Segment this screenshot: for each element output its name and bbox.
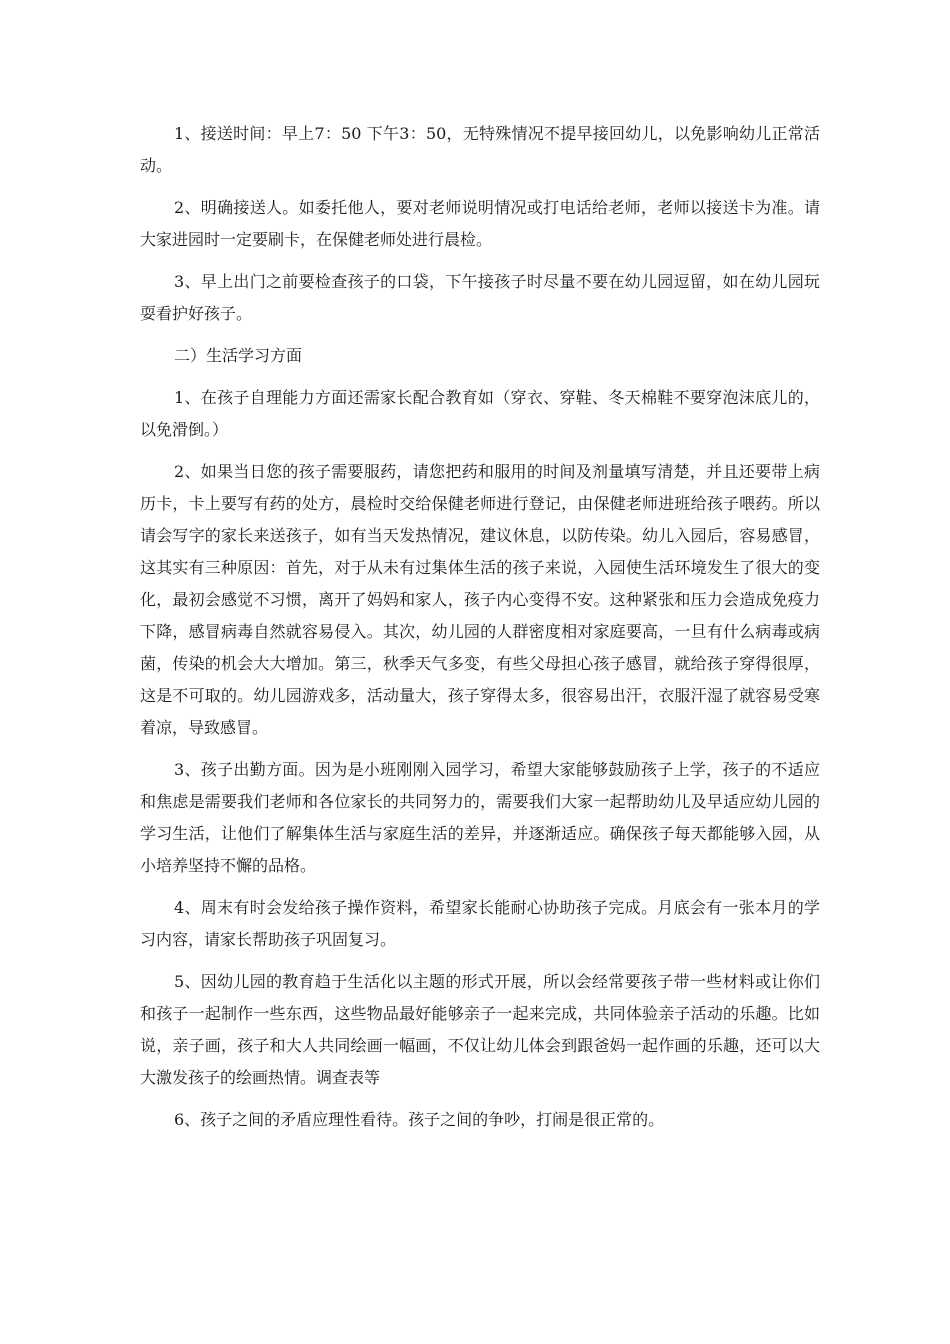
- paragraph-medication: 2、如果当日您的孩子需要服药，请您把药和服用的时间及剂量填写清楚，并且还要带上病历卡，卡上要写有药的处方，晨检时交给保健老师进行登记，由保健老师进班给孩子喂药。所以请会写字的家长来送孩子，如有当天发热情况，建议休息，以防传染。幼儿入园后，容易感冒，这其实有三种原因：首先，对于从未有过集体生活的孩子来说，入园使生活环境发生了很大的变化，最初会感觉不习惯，离开了妈妈和家人，孩子内心变得不安。这种紧张和压力会造成免疫力下降，感冒病毒自然就容易侵入。其次，幼儿园的人群密度相对家庭要高，一旦有什么病毒或病菌，传染的机会大大增加。第三，秋季天气多变，有些父母担心孩子感冒，就给孩子穿得很厚，这是不可取的。幼儿园游戏多，活动量大，孩子穿得太多，很容易出汗，衣服汗湿了就容易受寒着凉，导致感冒。: [140, 462, 820, 737]
- paragraph-pickup-time: 1、接送时间：早上7：50 下午3：50，无特殊情况不提早接回幼儿，以免影响幼儿正常活动。: [140, 124, 820, 175]
- paragraph-check-pockets: 3、早上出门之前要检查孩子的口袋，下午接孩子时尽量不要在幼儿园逗留，如在幼儿园玩耍看护好孩子。: [140, 272, 820, 323]
- paragraph-self-care: 1、在孩子自理能力方面还需家长配合教育如（穿衣、穿鞋、冬天棉鞋不要穿泡沫底儿的，以免滑倒。）: [140, 388, 820, 439]
- paragraph-designated-pickup-person: 2、明确接送人。如委托他人，要对老师说明情况或打电话给老师，老师以接送卡为准。请大家进园时一定要刷卡，在保健老师处进行晨检。: [140, 198, 820, 249]
- paragraph-parent-child-activities: 5、因幼儿园的教育趋于生活化以主题的形式开展，所以会经常要孩子带一些材料或让你们和孩子一起制作一些东西，这些物品最好能够亲子一起来完成，共同体验亲子活动的乐趣。比如说，亲子画，孩子和大人共同绘画一幅画，不仅让幼儿体会到跟爸妈一起作画的乐趣，还可以大大激发孩子的绘画热情。调查表等: [140, 972, 820, 1087]
- document-body: [140, 118, 820, 1146]
- section-heading-life-learning: 二）生活学习方面: [174, 346, 303, 365]
- paragraph-attendance: 3、孩子出勤方面。因为是小班刚刚入园学习，希望大家能够鼓励孩子上学，孩子的不适应和焦虑是需要我们老师和各位家长的共同努力的，需要我们大家一起帮助幼儿及早适应幼儿园的学习生活，让他们了解集体生活与家庭生活的差异，并逐渐适应。确保孩子每天都能够入园，从小培养坚持不懈的品格。: [140, 760, 820, 875]
- paragraph-weekend-materials: 4、周末有时会发给孩子操作资料，希望家长能耐心协助孩子完成。月底会有一张本月的学习内容，请家长帮助孩子巩固复习。: [140, 898, 820, 949]
- paragraph-conflicts: 6、孩子之间的矛盾应理性看待。孩子之间的争吵，打闹是很正常的。: [174, 1110, 665, 1129]
